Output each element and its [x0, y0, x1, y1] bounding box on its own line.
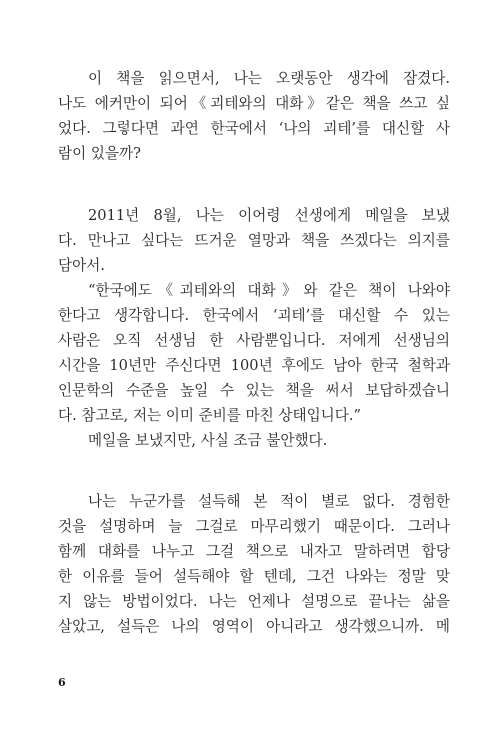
page-number: 6 — [58, 676, 66, 689]
section-gap — [58, 166, 450, 203]
text-line: 메일을 보냈지만, 사실 조금 불안했다. — [88, 432, 328, 449]
text-line: 이 책을 읽으면서, 나는 오랫동안 생각에 잠겼다. — [88, 70, 450, 87]
paragraph — [58, 66, 450, 166]
text-line: 것을 설명하며 늘 그걸로 마무리했기 때문이다. 그러나 — [58, 518, 450, 535]
text-line: 람이 있을까? — [58, 145, 141, 162]
paragraph — [58, 203, 450, 278]
text-line: 인문학의 수준을 높일 수 있는 책을 써서 보답하겠습니 — [58, 382, 450, 399]
page-body — [58, 66, 450, 639]
text-line: 담아서. — [58, 257, 105, 274]
text-line: 시간을 10년만 주신다면 100년 후에도 남아 한국 철학과 — [58, 357, 450, 374]
text-line: 다. 참고로, 저는 이미 준비를 마친 상태입니다.” — [58, 407, 361, 424]
text-line: 한다고 생각합니다. 한국에서 ‘괴테’를 대신할 수 있는 — [58, 307, 450, 324]
text-line: 나는 누군가를 설득해 본 적이 별로 없다. 경험한 — [88, 493, 450, 510]
text-line: 2011년 8월, 나는 이어령 선생에게 메일을 보냈 — [88, 207, 450, 224]
text-line: 다. 만나고 싶다는 뜨거운 열망과 책을 쓰겠다는 의지를 — [58, 232, 450, 249]
paragraph-quote — [58, 278, 450, 428]
text-line: 었다. 그렇다면 과연 한국에서 ‘나의 괴테’를 대신할 사 — [58, 120, 450, 137]
text-line: “한국에도《괴테와의 대화》와 같은 책이 나와야 — [88, 282, 450, 299]
text-line: 살았고, 설득은 나의 영역이 아니라고 생각했으니까. 메 — [58, 618, 450, 635]
text-line: 한 이유를 들어 설득해야 할 텐데, 그건 나와는 정말 맞 — [58, 568, 450, 585]
text-line: 사람은 오직 선생님 한 사람뿐입니다. 저에게 선생님의 — [58, 332, 450, 349]
section-gap — [58, 453, 450, 489]
paragraph — [58, 428, 450, 453]
text-line: 함께 대화를 나누고 그걸 책으로 내자고 말하려면 합당 — [58, 543, 450, 560]
text-line: 지 않는 방법이었다. 나는 언제나 설명으로 끝나는 삶을 — [58, 593, 450, 610]
paragraph — [58, 489, 450, 639]
text-line: 나도 에커만이 되어《괴테와의 대화》같은 책을 쓰고 싶 — [58, 95, 450, 112]
